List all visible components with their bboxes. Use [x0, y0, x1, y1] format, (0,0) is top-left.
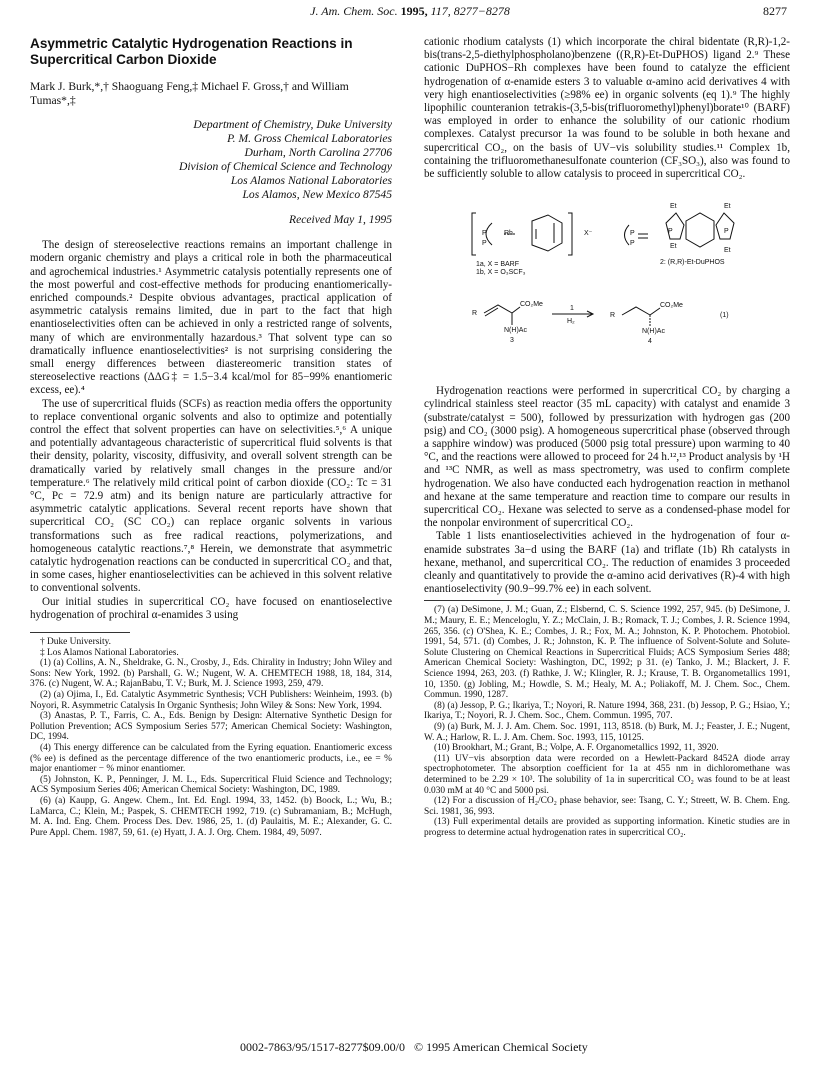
- affiliation-line: Los Alamos National Laboratories: [230, 174, 392, 187]
- phosphorus-label: P: [630, 240, 635, 248]
- body-paragraph: The use of supercritical fluids (SCFs) as reaction media offers the opportunity to replace conventional organic solvents and also to optimize and potentially control the effect that solvent properties can have on selectivities.⁵,⁶ A unique and potentially advantageous characteristic of supercritical fluid solvents is that their density, polarity, viscosity, diffusivity, and overall solvent strength can be dramatically varied by relatively small changes in the pressure and/or temperature.⁶ The relatively mild critical point of carbon dioxide (CO₂: Tc = 31 °C, Pc = 72.9 atm) and its benign nature are particularly attractive for asymmetric catalytic applications. Several recent reports have shown that supercritical CO₂ (SC CO₂) can replace organic solvents in various transformations such as free radical reactions, polymerizations, and homogeneous catalytic reactions.⁷,⁸ Herein, we demonstrate that asymmetric catalytic hydrogenation reactions can be conducted in supercritical CO₂ and that, in some cases, higher enantioselectivities can be achieved in this solvent relative to conventional solvents.: [30, 397, 392, 595]
- affiliation-line: Division of Chemical Science and Technology: [178, 160, 392, 173]
- footnote: ‡ Los Alamos National Laboratories.: [40, 647, 179, 658]
- footnote: (6) (a) Kaupp, G. Angew. Chem., Int. Ed. Engl. 1994, 33, 1452. (b) Boock, L.; Wu, B.; LaMarca, C.; Klein, M.; Paspek, S. CHEMTECH 1992, 719. (c) Subramaniam, B.; McHugh, M. A. Ind. Eng. Chem. Process Des. Dev. 1986, 25, 1. (d) Paulaitis, M. E.; Alexander, G. C. Pure Appl. Chem. 1987, 59, 61. (e) Hyatt, J. A. J. Org. Chem. 1984, 49, 5097.: [30, 796, 392, 838]
- ester-label: CO₂Me: [660, 302, 683, 310]
- ethyl-label: Et: [670, 243, 677, 251]
- bracket-left: [472, 213, 476, 255]
- page-number: 8277: [763, 4, 787, 18]
- body-paragraph: Our initial studies in supercritical CO₂ have focused on enantioselective hydrogenation of prochiral α-enamides 3 using: [30, 595, 392, 621]
- r-group-label: R: [472, 310, 478, 318]
- footnote: (10) Brookhart, M.; Grant, B.; Volpe, A. F. Organometallics 1992, 11, 3920.: [434, 743, 719, 754]
- rhodium-label: Rh: [504, 230, 513, 238]
- body-paragraph: Table 1 lists enantioselectivities achieved in the hydrogenation of four α-enamide substrates 3a−d using the BARF (1a) and triflate (1b) Rh catalysts in hexane, methanol, and supercritical CO₂. The reduction of enamides 3 proceeded cleanly and quantitatively to provide the α-amino acid derivatives (R)-4 with high enantioselectivity (90.9−99.7% ee) in each solvent.: [424, 530, 790, 596]
- ligand-arc: [625, 225, 630, 245]
- body-paragraph: The design of stereoselective reactions remains an important challenge in modern organic chemistry and plays a critical role in both the pharmaceutical and agrochemical industries.¹ Asymmetric catalysis potentially represents one of the most powerful and cost-effective methods for producing enantiomerically-enriched compounds.² Despite obvious advantages, practical application of asymmetric catalysis remains limited, due in part to the fact that high enantioselectivities often can be achieved in only a restricted range of solvents, many of which are environmentally hazardous.³ That solvent type can so dramatically influence enantioselectivities² is not surprising considering the small energy differences between diastereomeric transition states of stereoselective reactions (ΔΔG‡ = 1.5−3.4 kcal/mol for 85−99% enantiomeric excess, ee).⁴: [30, 239, 392, 397]
- journal-year: 1995,: [400, 4, 428, 18]
- product-ester-bond: [650, 308, 660, 315]
- footnote: (11) UV−vis absorption data were recorded on a Hewlett-Packard 8452A diode array spectrophotometer. The absorption coefficient for 1a at 455 nm in dichloromethane was determined to be 2.29 × 10³. The solubility of 1a in supercritical CO₂ was found to be at least 0.030 mM at 40 °C and 5000 psi.: [424, 753, 790, 796]
- author-list: Mark J. Burk,*,† Shaoguang Feng,‡ Michael F. Gross,† and William Tumas*,‡: [30, 80, 349, 107]
- footnote-divider: [424, 600, 790, 601]
- affiliation-line: Durham, North Carolina 27706: [244, 146, 392, 159]
- copyright-notice: © 1995 American Chemical Society: [414, 1040, 588, 1054]
- journal-pages: 8277−8278: [453, 4, 510, 18]
- article-title: Asymmetric Catalytic Hydrogenation Reactions in Supercritical Carbon Dioxide: [30, 36, 353, 67]
- compound-3-label: 3: [510, 337, 514, 345]
- amide-label: N(H)Ac: [504, 327, 527, 335]
- journal-name: J. Am. Chem. Soc.: [310, 4, 398, 18]
- r-group-label: R: [610, 312, 616, 320]
- affiliation: [30, 118, 392, 202]
- equation-number: (1): [720, 312, 729, 320]
- affiliation-line: Los Alamos, New Mexico 87545: [242, 188, 392, 201]
- journal-volume: 117,: [430, 4, 451, 18]
- journal-citation: [0, 4, 820, 19]
- footnote: (8) (a) Jessop, P. G.; Ikariya, T.; Noyori, R. Nature 1994, 368, 231. (b) Jessop, P. G.; Hsiao, Y.; Ikariya, T.; Noyori, R. J. Chem. Soc., Chem. Commun. 1995, 707.: [424, 700, 790, 722]
- compound-4-label: 4: [648, 338, 652, 346]
- footnote: (2) (a) Ojima, I., Ed. Catalytic Asymmetric Synthesis; VCH Publishers: Weinheim, 1993. (b) Noyori, R. Asymmetric Catalysis In Organic Synthesis; John Wiley & Sons: New York, 1994.: [30, 690, 392, 711]
- running-header: [0, 0, 820, 30]
- scheme-drawing: [424, 195, 790, 373]
- publisher-code: 0002-7863/95/1517-8277$09.00/0: [240, 1040, 405, 1054]
- ester-bond: [512, 307, 520, 313]
- phosphorus-label: P: [724, 228, 729, 236]
- catalyst-1b-label: 1b, X = O₃SCF₃: [476, 269, 526, 277]
- body-paragraph: cationic rhodium catalysts (1) which incorporate the chiral bidentate (R,R)-1,2-bis(trans-2,5-diethylphospholano)benzene ((R,R)-Et-DuPHOS) ligand 2.⁹ These cationic DuPHOS−Rh complexes have been found to catalyze the efficient hydrogenation of α-enamide esters 3 to valuable α-amino acid derivatives 4 with very high enantioselectivities (≥98% ee) in organic solvents (eq 1).⁹ The highly lipophilic counteranion tetrakis-(3,5-bis(trifluoromethyl)phenyl)borate¹⁰ (BARF) was employed in order to enhance the solubility of our cationic rhodium complexes. Catalyst precursor 1a was found to be soluble in both hexane and supercritical CO₂, on the basis of UV−vis solubility studies.¹¹ Complex 1b, containing the trifluoromethanesulfonate counterion (CF₃SO₃), also was found to be sufficiently soluble to allow catalysis to proceed in supercritical CO₂.: [424, 36, 790, 181]
- received-date: Received May 1, 1995: [288, 213, 392, 226]
- hydrogen-label: H₂: [567, 318, 575, 326]
- phosphorus-label: P: [630, 230, 635, 238]
- ethyl-label: Et: [670, 203, 677, 211]
- footnote: (12) For a discussion of H₂/CO₂ phase behavior, see: Tsang, C. Y.; Streett, W. B. Chem. Eng. Sci. 1981, 36, 993.: [424, 796, 790, 817]
- phosphorus-label: P: [482, 230, 487, 238]
- alkene-bond: [484, 305, 512, 313]
- ethyl-label: Et: [724, 203, 731, 211]
- catalyst-1a-label: 1a, X = BARF: [476, 261, 519, 269]
- footnote: (1) (a) Collins, A. N., Sheldrake, G. N., Crosby, J., Eds. Chirality in Industry; John Wiley and Sons: New York, 1992. (b) Parshall, G. W.; Nugent, W. A. CHEMTECH 1988, 18, 184, 314, 376. (c) Nugent, W. A.; RajanBabu, T. V.; Burk, M. J. Science 1993, 259, 479.: [30, 658, 392, 690]
- ligand-2-label: 2: (R,R)-Et-DuPHOS: [660, 259, 725, 267]
- amide-label: N(H)Ac: [642, 328, 665, 336]
- ester-label: CO₂Me: [520, 301, 543, 309]
- affiliation-line: Department of Chemistry, Duke University: [193, 118, 392, 131]
- footnote: † Duke University.: [40, 637, 111, 648]
- footnote: (3) Anastas, P. T., Farris, C. A., Eds. Benign by Design: Alternative Synthetic Design for Pollution Prevention; ACS Symposium Series 577; American Chemical Society: Washington, DC, 1994.: [30, 711, 392, 743]
- footnote: (13) Full experimental details are provided as supporting information. Kinetic studies are in progress to determine actual hydrogenation rates in supercritical CO₂.: [424, 817, 790, 838]
- body-paragraph: Hydrogenation reactions were performed in supercritical CO₂ by charging a cylindrical stainless steel reactor (35 mL capacity) with catalyst and enamide 3 (substrate/catalyst = 500), followed by pressurization with hydrogen gas (200 psig) and CO₂ (3000 psig). A homogeneous supercritical phase (observed through a sapphire window) was produced (5000 psig total pressure) upon warming to 40 °C, and the reactions were allowed to proceed for 24 h.¹²,¹³ Product analysis by ¹H and ¹³C NMR, as well as mass spectrometry, was used to confirm complete hydrogenation. We also have conducted each hydrogenation reaction in methanol and hexane at the same temperature and reaction time to compare our results in supercritical CO₂. Hexane was selected to serve as a condensed-phase model for the nonpolar environment of supercritical CO₂.: [424, 385, 790, 530]
- catalyst-reference: 1: [570, 305, 574, 313]
- footnote: (5) Johnston, K. P., Penninger, J. M. L., Eds. Supercritical Fluid Science and Technology; ACS Symposium Series 406; American Chemical Society: Washington, DC, 1989.: [30, 774, 392, 796]
- footnote-divider: [30, 632, 130, 633]
- ethyl-label: Et: [724, 247, 731, 255]
- right-column: [424, 36, 790, 839]
- footnote: (4) This energy difference can be calculated from the Eyring equation. Enantiomeric excess (% ee) is defined as the percentage difference of the two enantiomeric products, i.e., ee = % major enantiomer − % minor enantiomer.: [30, 743, 392, 775]
- benzene-ring: [686, 213, 714, 247]
- phosphorus-label: P: [482, 240, 487, 248]
- footnote: (9) (a) Burk, M. J. J. Am. Chem. Soc. 1991, 113, 8518. (b) Burk, M. J.; Feaster, J. E.; Nugent, W. A.; Harlow, R. L. J. Am. Chem. Soc. 1993, 115, 10125.: [424, 722, 790, 743]
- affiliation-line: P. M. Gross Chemical Laboratories: [227, 132, 392, 145]
- phosphorus-label: P: [668, 228, 673, 236]
- counterion-label: X⁻: [584, 230, 593, 238]
- footnote: (7) (a) DeSimone, J. M.; Guan, Z.; Elsbernd, C. S. Science 1992, 257, 945. (b) DeSimone, J. M.; Maury, E. E.; Menceloglu, Y. Z.; McClain, J. B.; Romack, T. J.; Combes, J. R. Science 1994, 265, 356. (c) O'Shea, K. E.; Combes, J. R.; Fox, M. A.; Johnston, K. P. Photochem. Photobiol. 1991, 54, 571. (d) Combes, J. R.; Johnston, K. P. The influence of Solvent-Solute and Solute-Solute Clustering on Chemical Reactions in Supercritical Fluids; ACS Symposium Series 488; American Chemical Society: Washington, DC, 1992; p 31. (e) Tanko, J. M.; Blackert, J. F. Science 1994, 263, 203. (f) Rathke, J. W.; Klingler, R. J.; Krause, T. B. Organometallics 1991, 10, 1350. (g) Jobling, M.; Howdle, S. M.; Healy, M. A.; Poliakoff, M. J. Chem. Soc., Chem. Commun. 1990, 1287.: [424, 605, 790, 701]
- left-column: [30, 36, 392, 838]
- product-chain: [622, 307, 650, 315]
- reaction-scheme: [424, 195, 790, 373]
- bracket-right: [568, 213, 572, 255]
